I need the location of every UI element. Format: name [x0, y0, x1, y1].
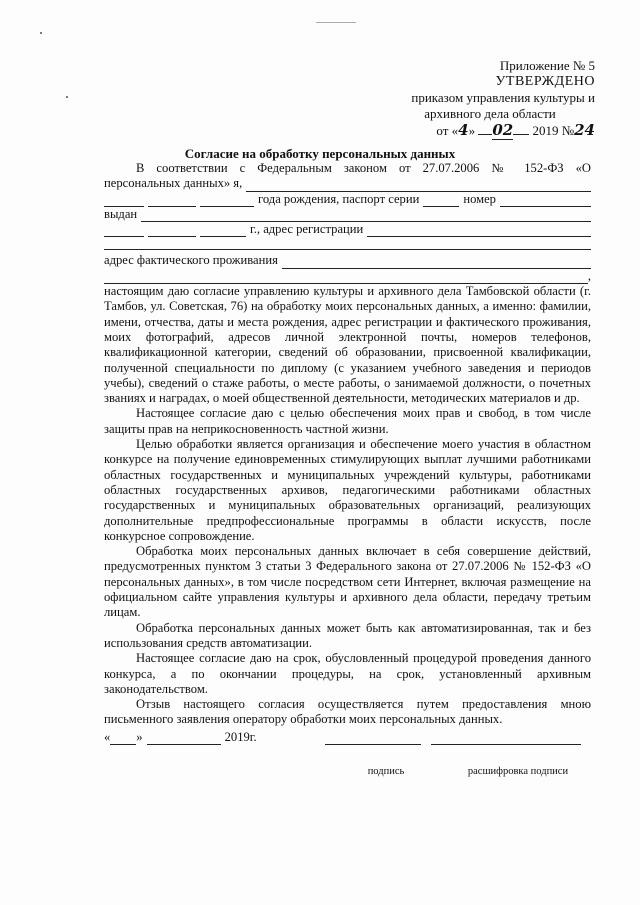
sign-day-field[interactable]: [110, 733, 136, 745]
signature-caption: подпись: [367, 766, 405, 777]
appendix-number: Приложение № 5: [499, 58, 595, 73]
actual-address-field-2[interactable]: [104, 272, 588, 284]
automation-paragraph: Обработка персональных данных может быть как автоматизированная, так и без использования средств автоматизации.: [104, 620, 591, 650]
order-year: 2019 №: [532, 123, 575, 138]
order-day: 4: [458, 121, 469, 139]
consent-paragraph: настоящим даю согласие управлению культуры и архивного дела Тамбовской области (г. Тамбов, ул. Советская, 76) на обработку моих персональных данных, а именно: фамилии, имени, отчества, даты и места рождения, адрес регистрации и фактического проживания, моих фотографий, адресов личной электронной почты, номеров телефонов, квалификационной категории, сведений об образовании, присвоенной квалификации, полученной специальности по диплому (с указанием учебного заведения и периодов учебы), сведений о стаже работы, о месте работы, о занимаемой должности, о почетных званиях и наградах, о моей общественной деятельности, методических материалов и др.: [104, 284, 591, 406]
issued-by-field[interactable]: [141, 210, 591, 222]
signature-decode-caption: расшифровка подписи: [467, 766, 569, 777]
issued-row: выдан: [104, 207, 591, 222]
approved-stamp: УТВЕРЖДЕНО: [495, 74, 595, 89]
signature-field[interactable]: [325, 733, 421, 745]
registration-address-field[interactable]: [367, 225, 591, 237]
order-number: 24: [574, 121, 595, 139]
intro-line: В соответствии с Федеральным законом от 27.07.2006 № 152-ФЗ «О: [136, 161, 591, 175]
birth-year-field[interactable]: [200, 195, 254, 207]
actual-address-row-2: ,: [104, 269, 591, 284]
scan-mark: [40, 32, 42, 34]
birth-month-field[interactable]: [148, 195, 196, 207]
document-body: [104, 161, 591, 745]
signature-captions: [104, 766, 591, 780]
revoke-paragraph: Отзыв настоящего согласия осуществляется путем предоставления мною письменного заявления оператору обработки моих персональных данных.: [104, 697, 591, 727]
registration-address-line-2[interactable]: [104, 237, 591, 250]
issue-month-field[interactable]: [148, 225, 196, 237]
term-paragraph: Настоящее согласие даю на срок, обусловленный процедурой проведения данного конкурса, а по окончании процедуры, на срок, установленный архивным законодательством.: [104, 651, 591, 696]
signature-row: « » 2019г.: [104, 730, 591, 745]
passport-series-field[interactable]: [423, 195, 459, 207]
actual-address-row: адрес фактического проживания: [104, 253, 591, 268]
sign-month-field[interactable]: [147, 733, 221, 745]
actual-address-field[interactable]: [282, 257, 591, 269]
birth-row: года рождения, паспорт серии номер: [104, 192, 591, 207]
issue-year-field[interactable]: [200, 225, 246, 237]
issue-day-field[interactable]: [104, 225, 144, 237]
order-date-line: от «4» 02 2019 №24: [436, 121, 595, 139]
approval-block: [385, 58, 595, 139]
goal-paragraph: Целью обработки является организация и обеспечение моего участия в областном конкурсе на получение единовременных стимулирующих выплат лучшими работниками областных государственных и муниципальных учреждений культуры, работниками областных государственных архивов, педагогическими работниками областных государственных и муниципальных образовательных организаций, реализующих дополнительные предпрофессиональные программы в области искусств, после конкурсное сопровождение.: [104, 437, 591, 543]
fullname-field[interactable]: [246, 180, 591, 192]
birth-day-field[interactable]: [104, 195, 144, 207]
registration-row: г., адрес регистрации: [104, 222, 591, 237]
document-title: Согласие на обработку персональных данных: [184, 146, 456, 161]
order-month: 02: [492, 121, 514, 139]
sign-year: 2019г.: [224, 729, 257, 744]
scan-mark: [316, 22, 356, 23]
purpose-rights-paragraph: Настоящее согласие даю с целью обеспечения моих прав и свобод, в том числе защиты прав на неприкосновенность частной жизни.: [104, 406, 591, 436]
signature-decode-field[interactable]: [431, 733, 581, 745]
fullname-row: персональных данных» я,: [104, 176, 591, 191]
order-line-1: приказом управления культуры и: [411, 90, 595, 105]
processing-paragraph: Обработка моих персональных данных включает в себя совершение действий, предусмотренных пунктом 3 статьи 3 Федерального закона от 27.07.2006 № 152-ФЗ «О персональных данных», в том числе посредством сети Интернет, включая размещение на официальном сайте управления культуры и архивного дела области, передачу третьим лицам.: [104, 544, 591, 620]
passport-number-field[interactable]: [500, 195, 591, 207]
order-line-2: архивного дела области: [424, 106, 556, 121]
scan-mark: [66, 96, 68, 98]
